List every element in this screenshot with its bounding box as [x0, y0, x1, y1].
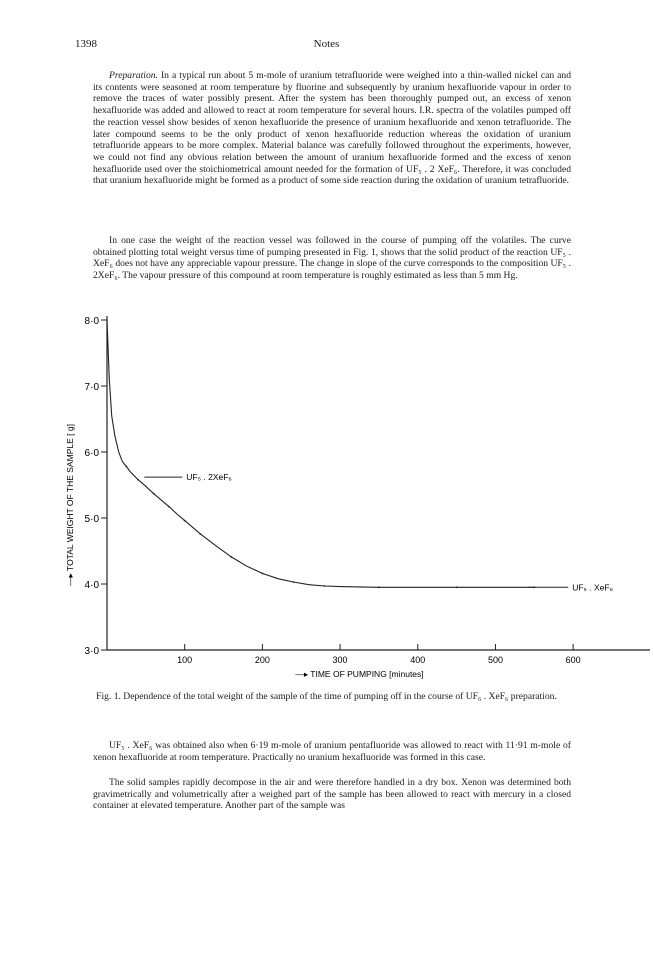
- data-point: [126, 466, 128, 468]
- paragraph-weight-curve-text: In one case the weight of the reaction vessel was followed in the course of pumping off the volatiles. The curve obtained plotting total weight versus time of pumping presented in Fig. 1, shows that the solid product of the reaction UF₅ . XeF₆ does not have any appreciable vapour pressure. The change in slope of the curve corresponds to the composition UF₅ . 2XeF₆. The vapour pressure of this compound at room temperature is roughly estimated as less than 5 mm Hg.: [93, 235, 571, 282]
- preparation-label: Preparation.: [109, 70, 158, 81]
- x-tick-label: 100: [177, 655, 193, 665]
- paragraph-decomposition: [93, 777, 571, 812]
- data-point: [153, 493, 155, 495]
- paragraph-weight-curve: [93, 235, 571, 282]
- annotation-uf5-xef6: UF₅ . XeF₆: [572, 582, 614, 593]
- data-point: [378, 586, 380, 588]
- paragraph-preparation: [93, 70, 571, 187]
- data-point: [261, 573, 263, 575]
- y-tick-label: 4·0: [84, 580, 99, 591]
- y-tick-label: 7·0: [84, 382, 99, 393]
- x-tick-label: 300: [332, 655, 348, 665]
- x-axis-label: —▸ TIME OF PUMPING [minutes]: [295, 669, 424, 679]
- data-point: [137, 479, 139, 481]
- data-point: [184, 520, 186, 522]
- x-tick-label: 400: [410, 655, 426, 665]
- y-tick-label: 5·0: [84, 514, 99, 525]
- paragraph-decomposition-text: The solid samples rapidly decompose in the air and were therefore handled in a dry box. Xenon was determined both gravimetrically and volumetrically after a weighed part of the sample has been allowed to react with mercury in a closed container at elevated temperature. Another part of the sample was: [93, 777, 571, 812]
- page-number: 1398: [75, 38, 97, 50]
- paragraph-uf5-xef6-text: UF₅ . XeF₆ was obtained also when 6·19 m-mole of uranium pentafluoride was allowed to react with 11·91 m-mole of xenon hexafluoride at room temperature. Practically no uranium hexafluoride was formed in this case.: [93, 740, 571, 763]
- data-point: [456, 586, 458, 588]
- weight-curve: [107, 320, 534, 587]
- figure-weight-vs-time: [0, 300, 653, 700]
- data-point: [324, 585, 326, 587]
- x-tick-label: 600: [565, 655, 581, 665]
- annotation-uf5-2xef6: UF₅ . 2XeF₆: [186, 472, 232, 483]
- running-title: Notes: [313, 38, 340, 50]
- y-axis-label: —▸ TOTAL WEIGHT OF THE SAMPLE [ g]: [65, 424, 75, 586]
- paragraph-preparation-text: In a typical run about 5 m-mole of uranium tetrafluoride were weighed into a thin-walled nickel can and its contents were seasoned at room temperature by fluorine and subsequently by uranium hexafluoride vapour in order to remove the traces of water possibly present. After the system has been thoroughly pumped out, an excess of xenon hexafluoride was added and allowed to react at room temperature for several hours. I.R. spectra of the volatiles pumped off the reaction vessel show besides of xenon hexafluoride the presence of uranium hexafluoride and xenon tetrafluoride. The later compound seems to be the only product of xenon hexafluoride reduction whereas the oxidation of uranium tetrafluoride appears to be more complex. Material balance was carefully followed throughout the experiments, however, we could not find any obvious relation between the amount of uranium hexafluoride formed and the excess of xenon hexafluoride used over the stoichiometrical amount needed for the formation of UF₅ . 2 XeF₆. Therefore, it was concluded that uranium hexafluoride might be formed as a product of some side reaction during the oxidation of uranium tetrafluoride.: [93, 70, 571, 187]
- data-point: [293, 581, 295, 583]
- x-tick-label: 500: [487, 655, 503, 665]
- data-point: [199, 533, 201, 535]
- data-point: [168, 506, 170, 508]
- figure-caption: Fig. 1. Dependence of the total weight of the sample of the time of pumping off in the course of UF₆ . XeF₆ preparation.: [96, 691, 557, 702]
- paragraph-uf5-xef6: [93, 740, 571, 763]
- x-tick-label: 200: [254, 655, 270, 665]
- y-tick-label: 6·0: [84, 448, 99, 459]
- y-tick-label: 8·0: [84, 316, 99, 327]
- y-tick-label: 3·0: [84, 646, 99, 657]
- data-point: [230, 556, 232, 558]
